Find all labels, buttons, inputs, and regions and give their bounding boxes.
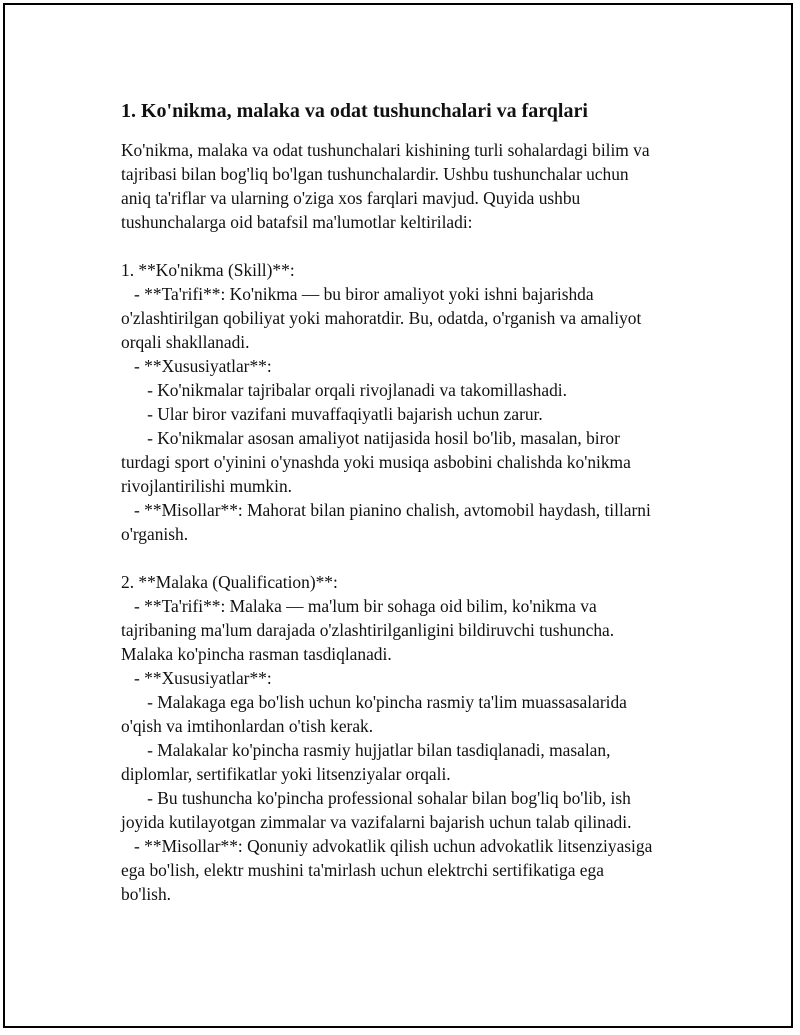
text-line: - Bu tushuncha ko'pincha professional sohalar bilan bog'liq bo'lib, ish bbox=[121, 788, 631, 808]
document-body bbox=[121, 97, 701, 906]
text-line: - **Misollar**: Mahorat bilan pianino chalish, avtomobil haydash, tillarni bbox=[121, 500, 651, 520]
document-page bbox=[3, 3, 793, 1028]
text-line: - **Ta'rifi**: Malaka — ma'lum bir sohaga oid bilim, ko'nikma va bbox=[121, 596, 597, 616]
text-line: tajribasi bilan bog'liq bo'lgan tushunchalardir. Ushbu tushunchalar uchun bbox=[121, 164, 629, 184]
text-line: tushunchalarga oid batafsil ma'lumotlar keltiriladi: bbox=[121, 212, 473, 232]
section-skill bbox=[121, 258, 701, 546]
text-line: o'qish va imtihonlardan o'tish kerak. bbox=[121, 716, 374, 736]
text-line: aniq ta'riflar va ularning o'ziga xos farqlari mavjud. Quyida ushbu bbox=[121, 188, 581, 208]
text-line: tajribaning ma'lum darajada o'zlashtirilganligini bildiruvchi tushuncha. bbox=[121, 620, 615, 640]
text-line: - Ko'nikmalar tajribalar orqali rivojlanadi va takomillashadi. bbox=[121, 380, 567, 400]
text-line: - **Xususiyatlar**: bbox=[121, 668, 272, 688]
text-line: o'zlashtirilgan qobiliyat yoki mahoratdir. Bu, odatda, o'rganish va amaliyot bbox=[121, 308, 642, 328]
section-qualification bbox=[121, 570, 701, 906]
text-line: ega bo'lish, elektr mushini ta'mirlash uchun elektrchi sertifikatiga ega bbox=[121, 860, 604, 880]
section-heading: 1. **Ko'nikma (Skill)**: bbox=[121, 260, 295, 280]
paragraph-gap bbox=[121, 546, 701, 570]
text-line: rivojlantirilishi mumkin. bbox=[121, 476, 293, 496]
text-line: - **Xususiyatlar**: bbox=[121, 356, 272, 376]
text-line: Malaka ko'pincha rasman tasdiqlanadi. bbox=[121, 644, 392, 664]
text-line: orqali shakllanadi. bbox=[121, 332, 250, 352]
text-line: - Malakaga ega bo'lish uchun ko'pincha rasmiy ta'lim muassasalarida bbox=[121, 692, 627, 712]
section-heading: 2. **Malaka (Qualification)**: bbox=[121, 572, 338, 592]
text-line: - Malakalar ko'pincha rasmiy hujjatlar bilan tasdiqlanadi, masalan, bbox=[121, 740, 611, 760]
text-line: - **Misollar**: Qonuniy advokatlik qilish uchun advokatlik litsenziyasiga bbox=[121, 836, 653, 856]
text-line: joyida kutilayotgan zimmalar va vazifalarni bajarish uchun talab qilinadi. bbox=[121, 812, 632, 832]
text-line: o'rganish. bbox=[121, 524, 189, 544]
text-line: - Ular biror vazifani muvaffaqiyatli bajarish uchun zarur. bbox=[121, 404, 543, 424]
document-title: 1. Ko'nikma, malaka va odat tushunchalari va farqlari bbox=[121, 100, 588, 122]
paragraph-gap bbox=[121, 234, 701, 258]
text-line: turdagi sport o'yinini o'ynashda yoki musiqa asbobini chalishda ko'nikma bbox=[121, 452, 631, 472]
text-line: - Ko'nikmalar asosan amaliyot natijasida hosil bo'lib, masalan, biror bbox=[121, 428, 620, 448]
intro-paragraph bbox=[121, 138, 701, 234]
text-line: diplomlar, sertifikatlar yoki litsenziyalar orqali. bbox=[121, 764, 451, 784]
text-line: Ko'nikma, malaka va odat tushunchalari kishining turli sohalardagi bilim va bbox=[121, 140, 650, 160]
text-line: - **Ta'rifi**: Ko'nikma — bu biror amaliyot yoki ishni bajarishda bbox=[121, 284, 594, 304]
text-line: bo'lish. bbox=[121, 884, 171, 904]
